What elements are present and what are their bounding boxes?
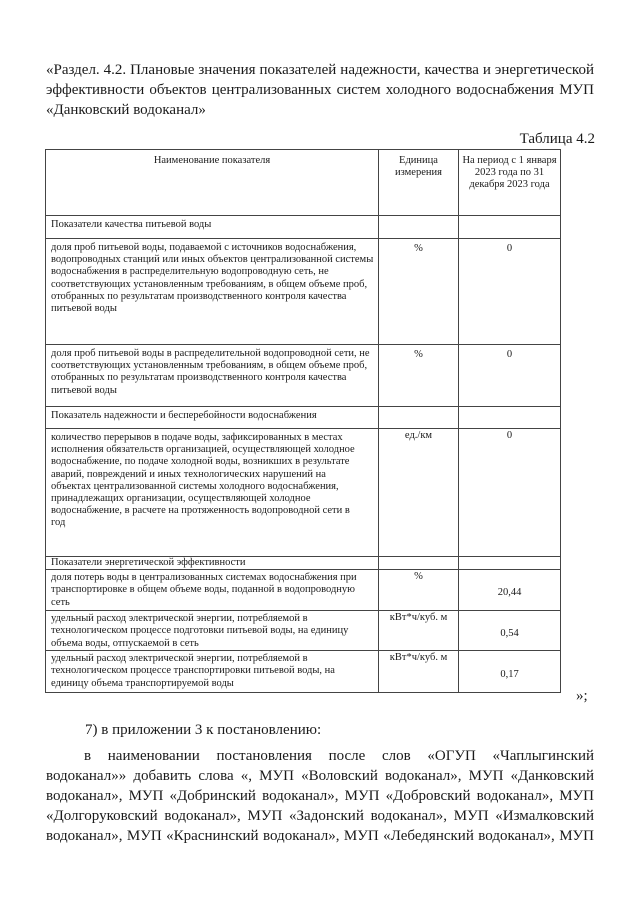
section-row-energy (46, 557, 561, 570)
table-header-row (46, 150, 561, 216)
row-value-quality-2: 0 (459, 345, 561, 407)
row-unit-quality-2: % (379, 345, 459, 407)
table-caption: Таблица 4.2 (519, 131, 595, 147)
section-reliability: Показатель надежности и бесперебойности водоснабжения (46, 407, 379, 429)
row-name-quality-1: доля проб питьевой воды, подаваемой с источников водоснабжения, водопроводных станций или иных объектов централизованной системы водоснабжения в распределительную водопроводную сеть, не соответствующих установленным требованиям, в общем объеме проб, отобранных по результатам производственного контроля качества питьевой воды (46, 239, 379, 345)
table-row (46, 651, 561, 693)
section-heading: «Раздел. 4.2. Плановые значения показателей надежности, качества и энергетической эффективности объектов централизованных систем холодного водоснабжения МУП «Данковский водоканал» (46, 62, 594, 118)
table-row (46, 239, 561, 345)
paragraph-item-7: 7) в приложении 3 к постановлению: (85, 722, 322, 738)
section-quality: Показатели качества питьевой воды (46, 216, 379, 239)
row-value-energy-3: 0,17 (459, 651, 561, 693)
row-unit-reliability-1: ед./км (379, 429, 459, 557)
table-row (46, 611, 561, 651)
row-unit-energy-3: кВт*ч/куб. м (379, 651, 459, 693)
table-row (46, 570, 561, 611)
closing-quote-mark: »; (576, 688, 588, 704)
row-value-quality-1: 0 (459, 239, 561, 345)
table-row (46, 429, 561, 557)
row-name-energy-3: удельный расход электрической энергии, потребляемой в технологическом процессе транспортировки питьевой воды, на единицу объема транспортируемой воды (46, 651, 379, 693)
indicators-table (45, 149, 561, 693)
row-value-energy-2: 0,54 (459, 611, 561, 651)
table-row (46, 345, 561, 407)
row-unit-quality-1: % (379, 239, 459, 345)
section-energy: Показатели энергетической эффективности (46, 557, 379, 570)
row-value-reliability-1: 0 (459, 429, 561, 557)
header-period: На период с 1 января 2023 года по 31 декабря 2023 года (459, 150, 561, 216)
header-name: Наименование показателя (46, 150, 379, 216)
row-name-reliability-1: количество перерывов в подаче воды, зафиксированных в местах исполнения обязательств организацией, осуществляющей холодное водоснабжение, по подаче холодной воды, возникших в результате аварий, повреждений и иных технологических нарушений на объектах централизованной системы холодного водоснабжения, принадлежащих организации, осуществляющей холодное водоснабжение, в расчете на протяженность водопроводной сети в год (46, 429, 379, 557)
row-name-energy-2: удельный расход электрической энергии, потребляемой в технологическом процессе подготовки питьевой воды, на единицу объема воды, отпускаемой в сеть (46, 611, 379, 651)
header-unit: Единица измерения (379, 150, 459, 216)
row-value-energy-1: 20,44 (459, 570, 561, 611)
section-row-reliability (46, 407, 561, 429)
row-unit-energy-2: кВт*ч/куб. м (379, 611, 459, 651)
section-row-quality (46, 216, 561, 239)
row-name-quality-2: доля проб питьевой воды в распределительной водопроводной сети, не соответствующих установленным требованиям, в общем объеме проб, отобранных по результатам производственного контроля качества питьевой воды (46, 345, 379, 407)
row-name-energy-1: доля потерь воды в централизованных системах водоснабжения при транспортировке в общем объеме воды, поданной в водопроводную сеть (46, 570, 379, 611)
paragraph-amendment: в наименовании постановления после слов «ОГУП «Чаплыгинский водоканал»» добавить слова «, МУП «Воловский водоканал», МУП «Данковский водоканал», МУП «Добринский водоканал», МУП «Добровский водоканал», МУП «Долгоруковский водоканал», МУП «Задонский водоканал», МУП «Измалковский водоканал», МУП «Краснинский водоканал», МУП «Лебедянский водоканал», МУП (46, 748, 594, 844)
row-unit-energy-1: % (379, 570, 459, 611)
